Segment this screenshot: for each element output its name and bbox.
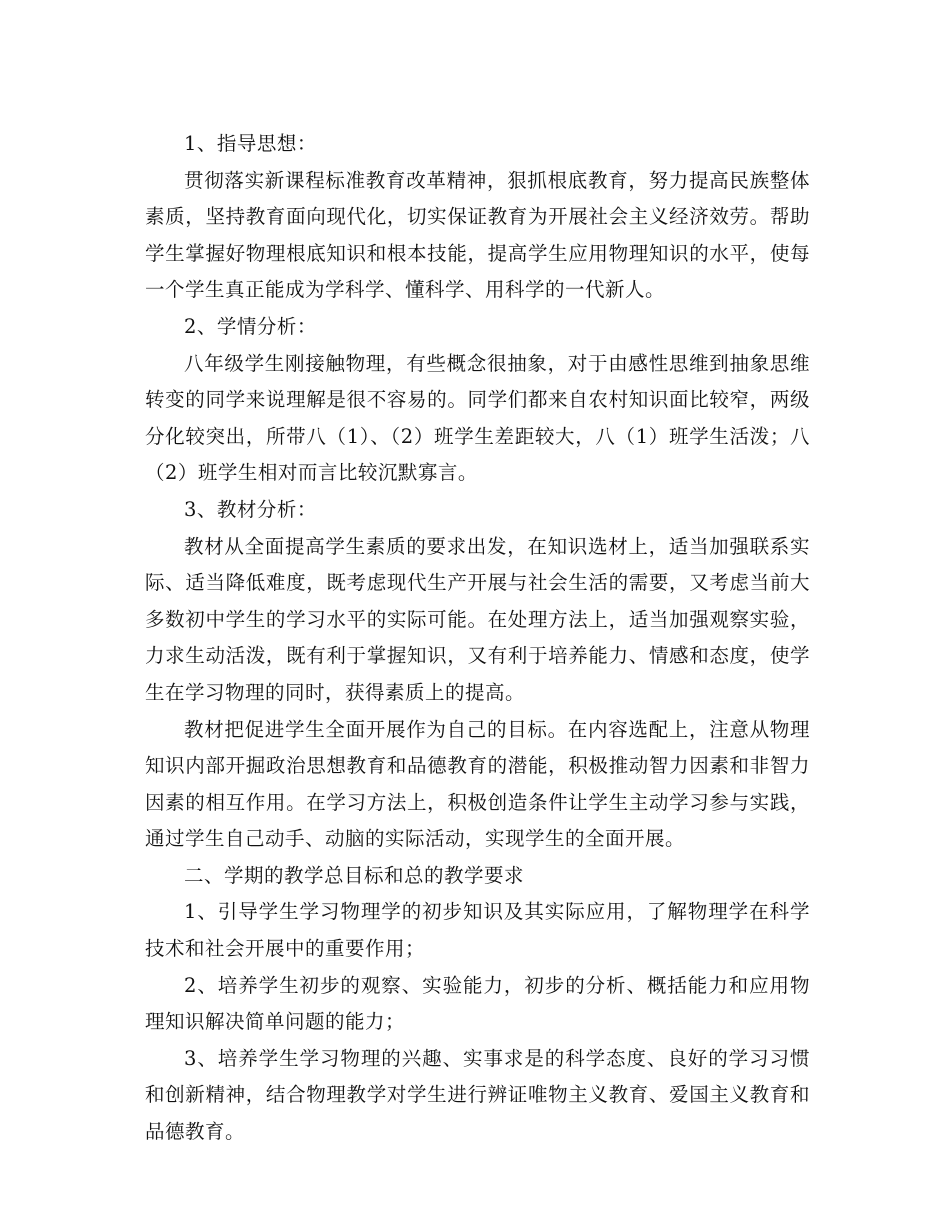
paragraph-student-analysis: 八年级学生刚接触物理，有些概念很抽象，对于由感性思维到抽象思维转变的同学来说理解是很不容易的。同学们都来自农村知识面比较窄，两级分化较突出，所带八（1）、（2）班学生差距较大，八（1）班学生活泼；八（2）班学生相对而言比较沉默寡言。 bbox=[145, 351, 810, 485]
paragraph-textbook-analysis-2: 教材把促进学生全面开展作为自己的目标。在内容选配上，注意从物理知识内部开掘政治思想教育和品德教育的潜能，积极推动智力因素和非智力因素的相互作用。在学习方法上，积极创造条件让学生主动学习参与实践，通过学生自己动手、动脑的实际活动，实现学生的全面开展。 bbox=[145, 717, 810, 851]
heading-textbook-analysis: 3、教材分析： bbox=[184, 497, 317, 521]
heading-student-analysis: 2、学情分析： bbox=[184, 314, 317, 338]
goal-item-1: 1、引导学生学习物理学的初步知识及其实际应用，了解物理学在科学技术和社会开展中的重要作用； bbox=[145, 900, 810, 961]
heading-guiding-ideology: 1、指导思想： bbox=[184, 132, 317, 155]
goal-item-3: 3、培养学生学习物理的兴趣、实事求是的科学态度、良好的学习习惯和创新精神，结合物理教学对学生进行辨证唯物主义教育、爱国主义教育和品德教育。 bbox=[145, 1046, 810, 1144]
heading-semester-goals: 二、学期的教学总目标和总的教学要求 bbox=[184, 863, 525, 887]
paragraph-textbook-analysis-1: 教材从全面提高学生素质的要求出发，在知识选材上，适当加强联系实际、适当降低难度，既考虑现代生产开展与社会生活的需要，又考虑当前大多数初中学生的学习水平的实际可能。在处理方法上，适当加强观察实验，力求生动活泼，既有利于掌握知识，又有利于培养能力、情感和态度，使学生在学习物理的同时，获得素质上的提高。 bbox=[145, 534, 810, 704]
paragraph-guiding-ideology: 贯彻落实新课程标准教育改革精神，狠抓根底教育，努力提高民族整体素质，坚持教育面向现代化，切实保证教育为开展社会主义经济效劳。帮助学生掌握好物理根底知识和根本技能，提高学生应用物理知识的水平，使每一个学生真正能成为学科学、懂科学、用科学的一代新人。 bbox=[145, 168, 810, 302]
document-body bbox=[145, 126, 810, 1151]
goal-item-2: 2、培养学生初步的观察、实验能力，初步的分析、概括能力和应用物理知识解决简单问题的能力； bbox=[145, 973, 810, 1034]
